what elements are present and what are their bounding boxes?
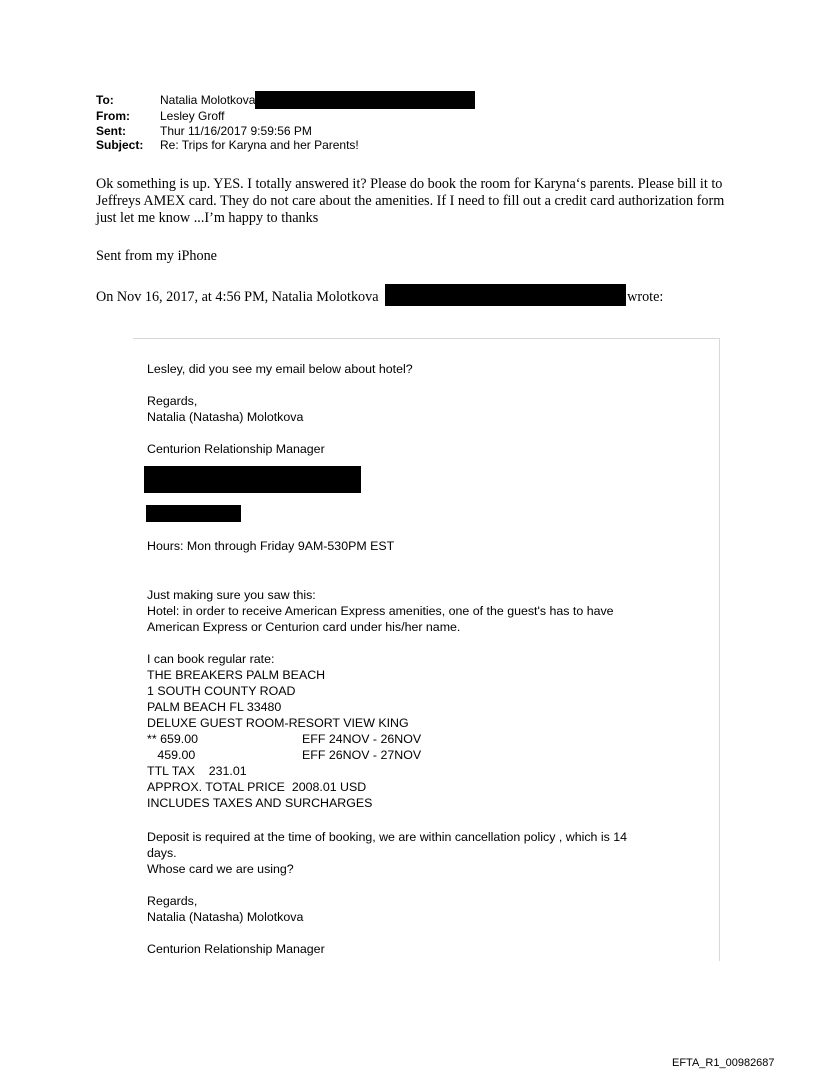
from-row — [96, 109, 475, 124]
sender-title: Centurion Relationship Manager — [147, 442, 325, 456]
sent-from-signature: Sent from my iPhone — [96, 248, 217, 264]
quoted-line: Whose card we are using? — [147, 862, 294, 876]
quoted-line: Just making sure you saw this: — [147, 588, 316, 602]
subject-value: Re: Trips for Karyna and her Parents! — [160, 138, 359, 152]
regards-text: Regards, — [147, 894, 198, 908]
sent-label: Sent: — [96, 123, 126, 138]
to-label: To: — [96, 93, 114, 107]
rate-period: EFF 24NOV - 26NOV — [302, 732, 422, 746]
rate-line — [147, 731, 421, 747]
quoted-line: Deposit is required at the time of booking, we are within cancellation policy , which is 14 — [147, 830, 628, 844]
total-tax: TTL TAX 231.01 — [147, 764, 247, 778]
sender-name: Natalia (Natasha) Molotkova — [147, 410, 304, 424]
quoted-line: Lesley, did you see my email below about hotel? — [147, 362, 413, 376]
hotel-address-line: PALM BEACH FL 33480 — [147, 700, 282, 714]
redaction-bar — [255, 91, 475, 109]
quoted-line: days. — [147, 846, 177, 860]
rate-amount: ** 659.00 — [147, 732, 198, 746]
sent-value: Thur 11/16/2017 9:59:56 PM — [160, 123, 312, 138]
quoted-line: I can book regular rate: — [147, 652, 275, 666]
regards-text: Regards, — [147, 394, 198, 408]
redaction-bar — [144, 466, 361, 493]
reply-paragraph: Ok something is up. YES. I totally answered it? Please do book the room for Karyna‘s parents. Please bill it to Jeffreys AMEX card. They do not care about the amenities. If I need to fill out a credit card authorization form just let me know ...I’m happy to thanks — [96, 176, 725, 226]
rate-amount: 459.00 — [147, 748, 196, 762]
attribution-suffix: wrote: — [627, 289, 664, 305]
document-id: EFTA_R1_00982687 — [672, 1057, 775, 1069]
subject-row — [96, 138, 475, 153]
business-hours: Hours: Mon through Friday 9AM-530PM EST — [147, 539, 395, 553]
quoted-line: American Express or Centurion card under his/her name. — [147, 620, 461, 634]
rate-period: EFF 26NOV - 27NOV — [302, 748, 422, 762]
to-value: Natalia Molotkova — [160, 93, 256, 107]
sent-row — [96, 124, 475, 139]
redaction-bar — [385, 284, 626, 306]
quoted-line: INCLUDES TAXES AND SURCHARGES — [147, 796, 373, 810]
email-header — [96, 93, 475, 153]
rate-line — [147, 747, 421, 763]
quote-attribution — [96, 284, 663, 306]
attribution-prefix: On Nov 16, 2017, at 4:56 PM, Natalia Molotkova — [96, 289, 379, 305]
quoted-line: Hotel: in order to receive American Express amenities, one of the guest's has to have — [147, 604, 614, 618]
redaction-bar — [146, 505, 241, 522]
subject-label: Subject: — [96, 138, 144, 152]
room-type: DELUXE GUEST ROOM-RESORT VIEW KING — [147, 716, 409, 730]
from-value: Lesley Groff — [160, 109, 225, 123]
sender-title: Centurion Relationship Manager — [147, 942, 325, 956]
from-label: From: — [96, 109, 130, 123]
hotel-address-line: 1 SOUTH COUNTY ROAD — [147, 684, 296, 698]
sender-name: Natalia (Natasha) Molotkova — [147, 910, 304, 924]
total-price: APPROX. TOTAL PRICE 2008.01 USD — [147, 780, 367, 794]
reply-body — [96, 176, 726, 227]
to-row — [96, 93, 475, 109]
hotel-name: THE BREAKERS PALM BEACH — [147, 668, 326, 682]
